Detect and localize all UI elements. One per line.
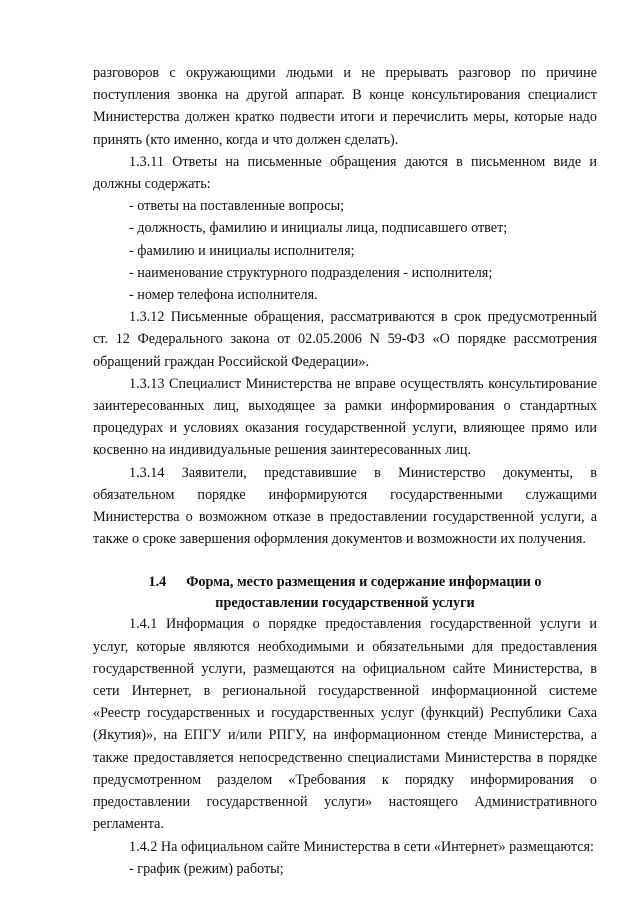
paragraph-continuation: разговоров с окружающими людьми и не прерывать разговор по причине поступления звонка на другой аппарат. В конце консультирования специалист Министерства должен кратко подвести итоги и перечислить меры, которые надо принять (кто именно, когда и что должен сделать). [93, 65, 597, 148]
list-item: - номер телефона исполнителя. [129, 287, 318, 304]
paragraph-1-3-11: 1.3.11 Ответы на письменные обращения даются в письменном виде и должны содержать: [93, 153, 597, 193]
paragraph-1-3-13: 1.3.13 Специалист Министерства не вправе осуществлять консультирование заинтересованных лиц, выходящее за рамки информирования о стандартных процедурах и условиях оказания государственной услуги, влияющее прямо или косвенно на индивидуальные решения заинтересованных лиц. [93, 375, 597, 459]
list-item: - ответы на поставленные вопросы; [129, 198, 345, 215]
list-item: - должность, фамилию и инициалы лица, подписавшего ответ; [129, 220, 508, 237]
section-title-line-1: Форма, место размещения и содержание информации о [186, 574, 542, 591]
section-heading [93, 572, 597, 613]
paragraph-1-3-14: 1.3.14 Заявители, представившие в Министерство документы, в обязательном порядке информируются государственными служащими Министерства о возможном отказе в предоставлении государственной услуги, а также о сроке завершения оформления документов и возможности их получения. [93, 464, 597, 548]
list-item: - фамилию и инициалы исполнителя; [129, 242, 355, 259]
paragraph-1-4-2: 1.4.2 На официальном сайте Министерства в сети «Интернет» размещаются: [129, 838, 594, 855]
paragraph-1-4-1: 1.4.1 Информация о порядке предоставления государственной услуги и услуг, которые являются необходимыми и обязательными для предоставления государственной услуги, размещаются на официальном сайте Министерства, в сети Интернет, в региональной государственной информационной системе «Реестр государственных и государственных услуг (функций) Республики Саха (Якутия)», на ЕПГУ и/или РПГУ, на информационном стенде Министерства, а также предоставляется непосредственно специалистами Министерства в порядке предусмотренном разделом «Требования к порядку информирования о предоставлении государственной услуги» настоящего Административного регламента. [93, 616, 597, 833]
list-item: - график (режим) работы; [129, 860, 284, 877]
paragraph-1-3-12: 1.3.12 Письменные обращения, рассматриваются в срок предусмотренный ст. 12 Федерального закона от 02.05.2006 N 59-ФЗ «О порядке рассмотрения обращений граждан Российской Федерации». [93, 309, 597, 370]
section-title-line-2: предоставлении государственной услуги [215, 594, 475, 611]
section-number: 1.4 [148, 574, 167, 591]
list-item: - наименование структурного подразделения - исполнителя; [129, 264, 493, 281]
document-page [93, 62, 597, 880]
